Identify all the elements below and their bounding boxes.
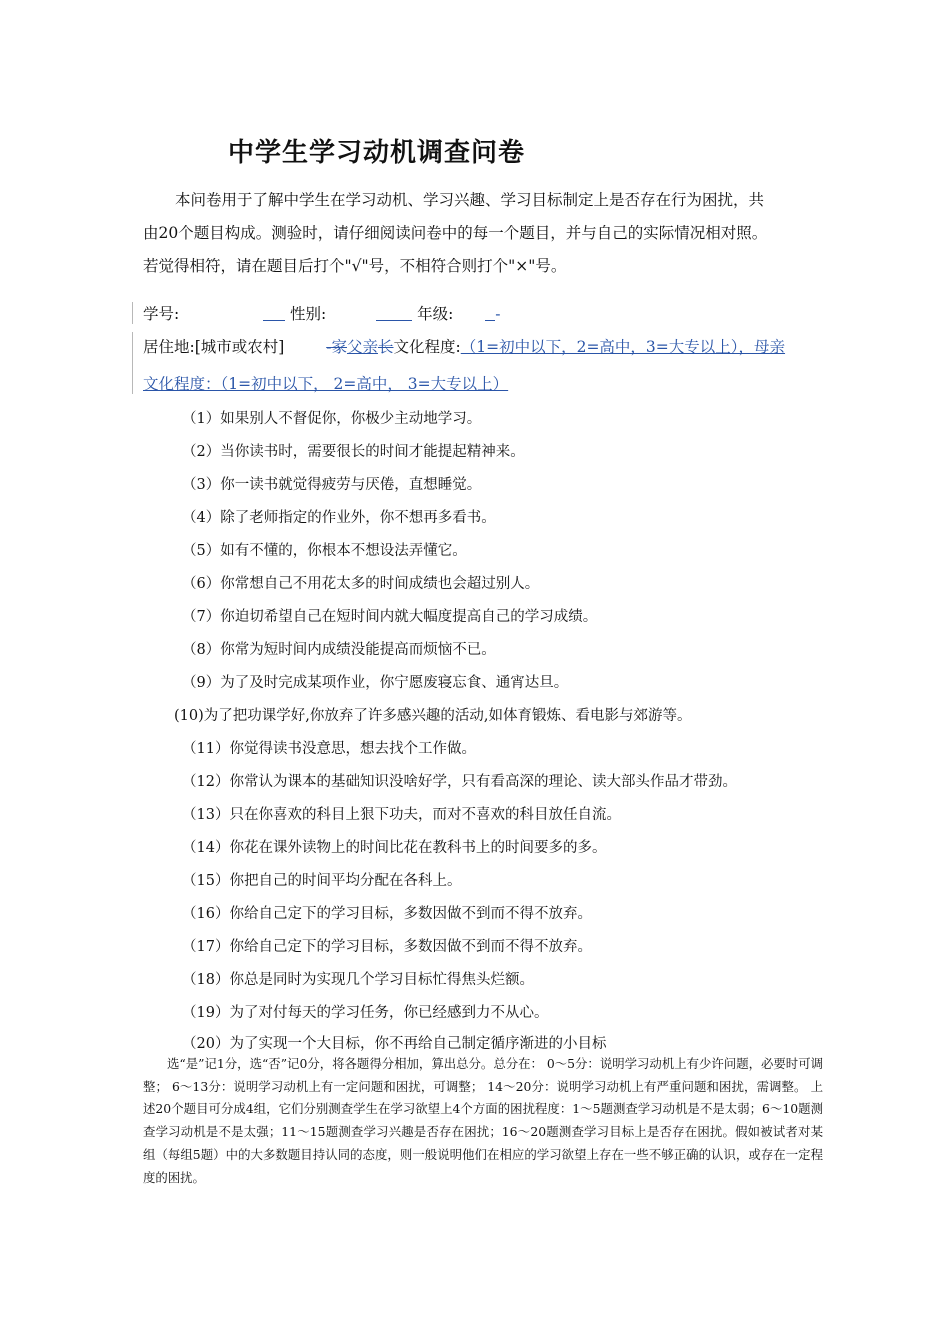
grade-label: 年级: <box>417 305 454 323</box>
inserted-text: 父亲 <box>346 338 378 356</box>
question-item: （12）你常认为课本的基础知识没啥好学，只有看高深的理论、读大部头作品才带劲。 <box>182 774 737 790</box>
question-item: （8）你常为短时间内成绩没能提高而烦恼不已。 <box>182 642 496 658</box>
question-item: （20）为了实现一个大目标，你不再给自己制定循序渐进的小目标 <box>182 1036 607 1052</box>
residence-row <box>143 335 785 357</box>
student-id-label: 学号: <box>143 305 180 323</box>
intro-line: 若觉得相符，请在题目后打个"√"号，不相符合则打个"×"号。 <box>143 257 567 275</box>
question-item: （1）如果别人不督促你，你极少主动地学习。 <box>182 411 482 427</box>
question-item: （5）如有不懂的，你根本不想设法弄懂它。 <box>182 543 467 559</box>
student-info-row: 学号: 性别: 年级: - <box>143 305 501 323</box>
mother-education: 文化程度：（1=初中以下， 2=高中， 3=大专以上） <box>143 375 509 393</box>
question-item: （18）你总是同时为实现几个学习目标忙得焦头烂额。 <box>182 972 534 988</box>
education-options: （1=初中以下，2=高中，3=大专以上），母亲 <box>460 338 786 356</box>
revision-bar <box>132 302 133 324</box>
summary-text: 选“是”记1分，选“否”记0分，将各题得分相加，算出总分。总分在： 0～5分：说明学习动机上有少许问题，必要时可调整； 6～13分：说明学习动机上有一定问题和困扰，可调整； 14～20分：说明学习动机上有严重问题和困扰，需调整。 上述20个题目可分成4组，它们分别测查学生在学习欲望上4个方面的困扰程度：1～5题测查学习动机是不是太弱；6～10题测查学习动机是不是太强；11～15题测查学习兴趣是否存在困扰；16～20题测查学习目标上是否存在困扰。假如被试者对某组（每组5题）中的大多数题目持认同的态度，则一般说明他们在相应的学习欲望上存在一些不够正确的认识，或存在一定程度的困扰。 <box>143 1056 823 1185</box>
question-item: （17）你给自己定下的学习目标，多数因做不到而不得不放弃。 <box>182 939 592 955</box>
education-label: 文化程度: <box>393 338 461 356</box>
question-item: （11）你觉得读书没意思，想去找个工作做。 <box>182 741 476 757</box>
question-item: （6）你常想自己不用花太多的时间成绩也会超过别人。 <box>182 576 540 592</box>
page-title: 中学生学习动机调查问卷 <box>228 138 526 168</box>
gender-label: 性别: <box>290 305 327 323</box>
deleted-text: - <box>326 338 332 356</box>
intro-line: 由20个题目构成。测验时，请仔细阅读问卷中的每一个题目，并与自己的实际情况相对照。 <box>143 224 768 242</box>
question-item: （13）只在你喜欢的科目上狠下功夫，而对不喜欢的科目放任自流。 <box>182 807 621 823</box>
question-item: （3）你一读书就觉得疲劳与厌倦，直想睡觉。 <box>182 477 482 493</box>
intro-paragraph <box>143 184 813 283</box>
question-item: (10)为了把功课学好,你放弃了许多感兴趣的活动,如体育锻炼、看电影与郊游等。 <box>174 708 692 724</box>
scoring-summary <box>143 1053 823 1189</box>
revision-bar <box>132 332 133 394</box>
intro-line: 本问卷用于了解中学生在学习动机、学习兴趣、学习目标制定上是否存在行为困扰，共 <box>175 191 765 209</box>
deleted-text: 家 <box>331 338 347 356</box>
question-item: （16）你给自己定下的学习目标，多数因做不到而不得不放弃。 <box>182 906 592 922</box>
blank-line <box>263 310 285 321</box>
question-item: （2）当你读书时，需要很长的时间才能提起精神来。 <box>182 444 525 460</box>
blank-line <box>376 310 412 321</box>
question-item: （4）除了老师指定的作业外，你不想再多看书。 <box>182 510 496 526</box>
question-item: （9）为了及时完成某项作业，你宁愿废寝忘食、通宵达旦。 <box>182 675 569 691</box>
blank-line <box>485 310 495 321</box>
mother-education-row <box>143 372 508 394</box>
question-item: （14）你花在课外读物上的时间比花在教科书上的时间要多的多。 <box>182 840 607 856</box>
question-item: （7）你迫切希望自己在短时间内就大幅度提高自己的学习成绩。 <box>182 609 598 625</box>
question-item: （19）为了对付每天的学习任务，你已经感到力不从心。 <box>182 1005 549 1021</box>
deleted-text: 长 <box>377 338 394 356</box>
question-item: （15）你把自己的时间平均分配在各科上。 <box>182 873 462 889</box>
residence-label: 居住地:[城市或农村] <box>143 338 285 356</box>
